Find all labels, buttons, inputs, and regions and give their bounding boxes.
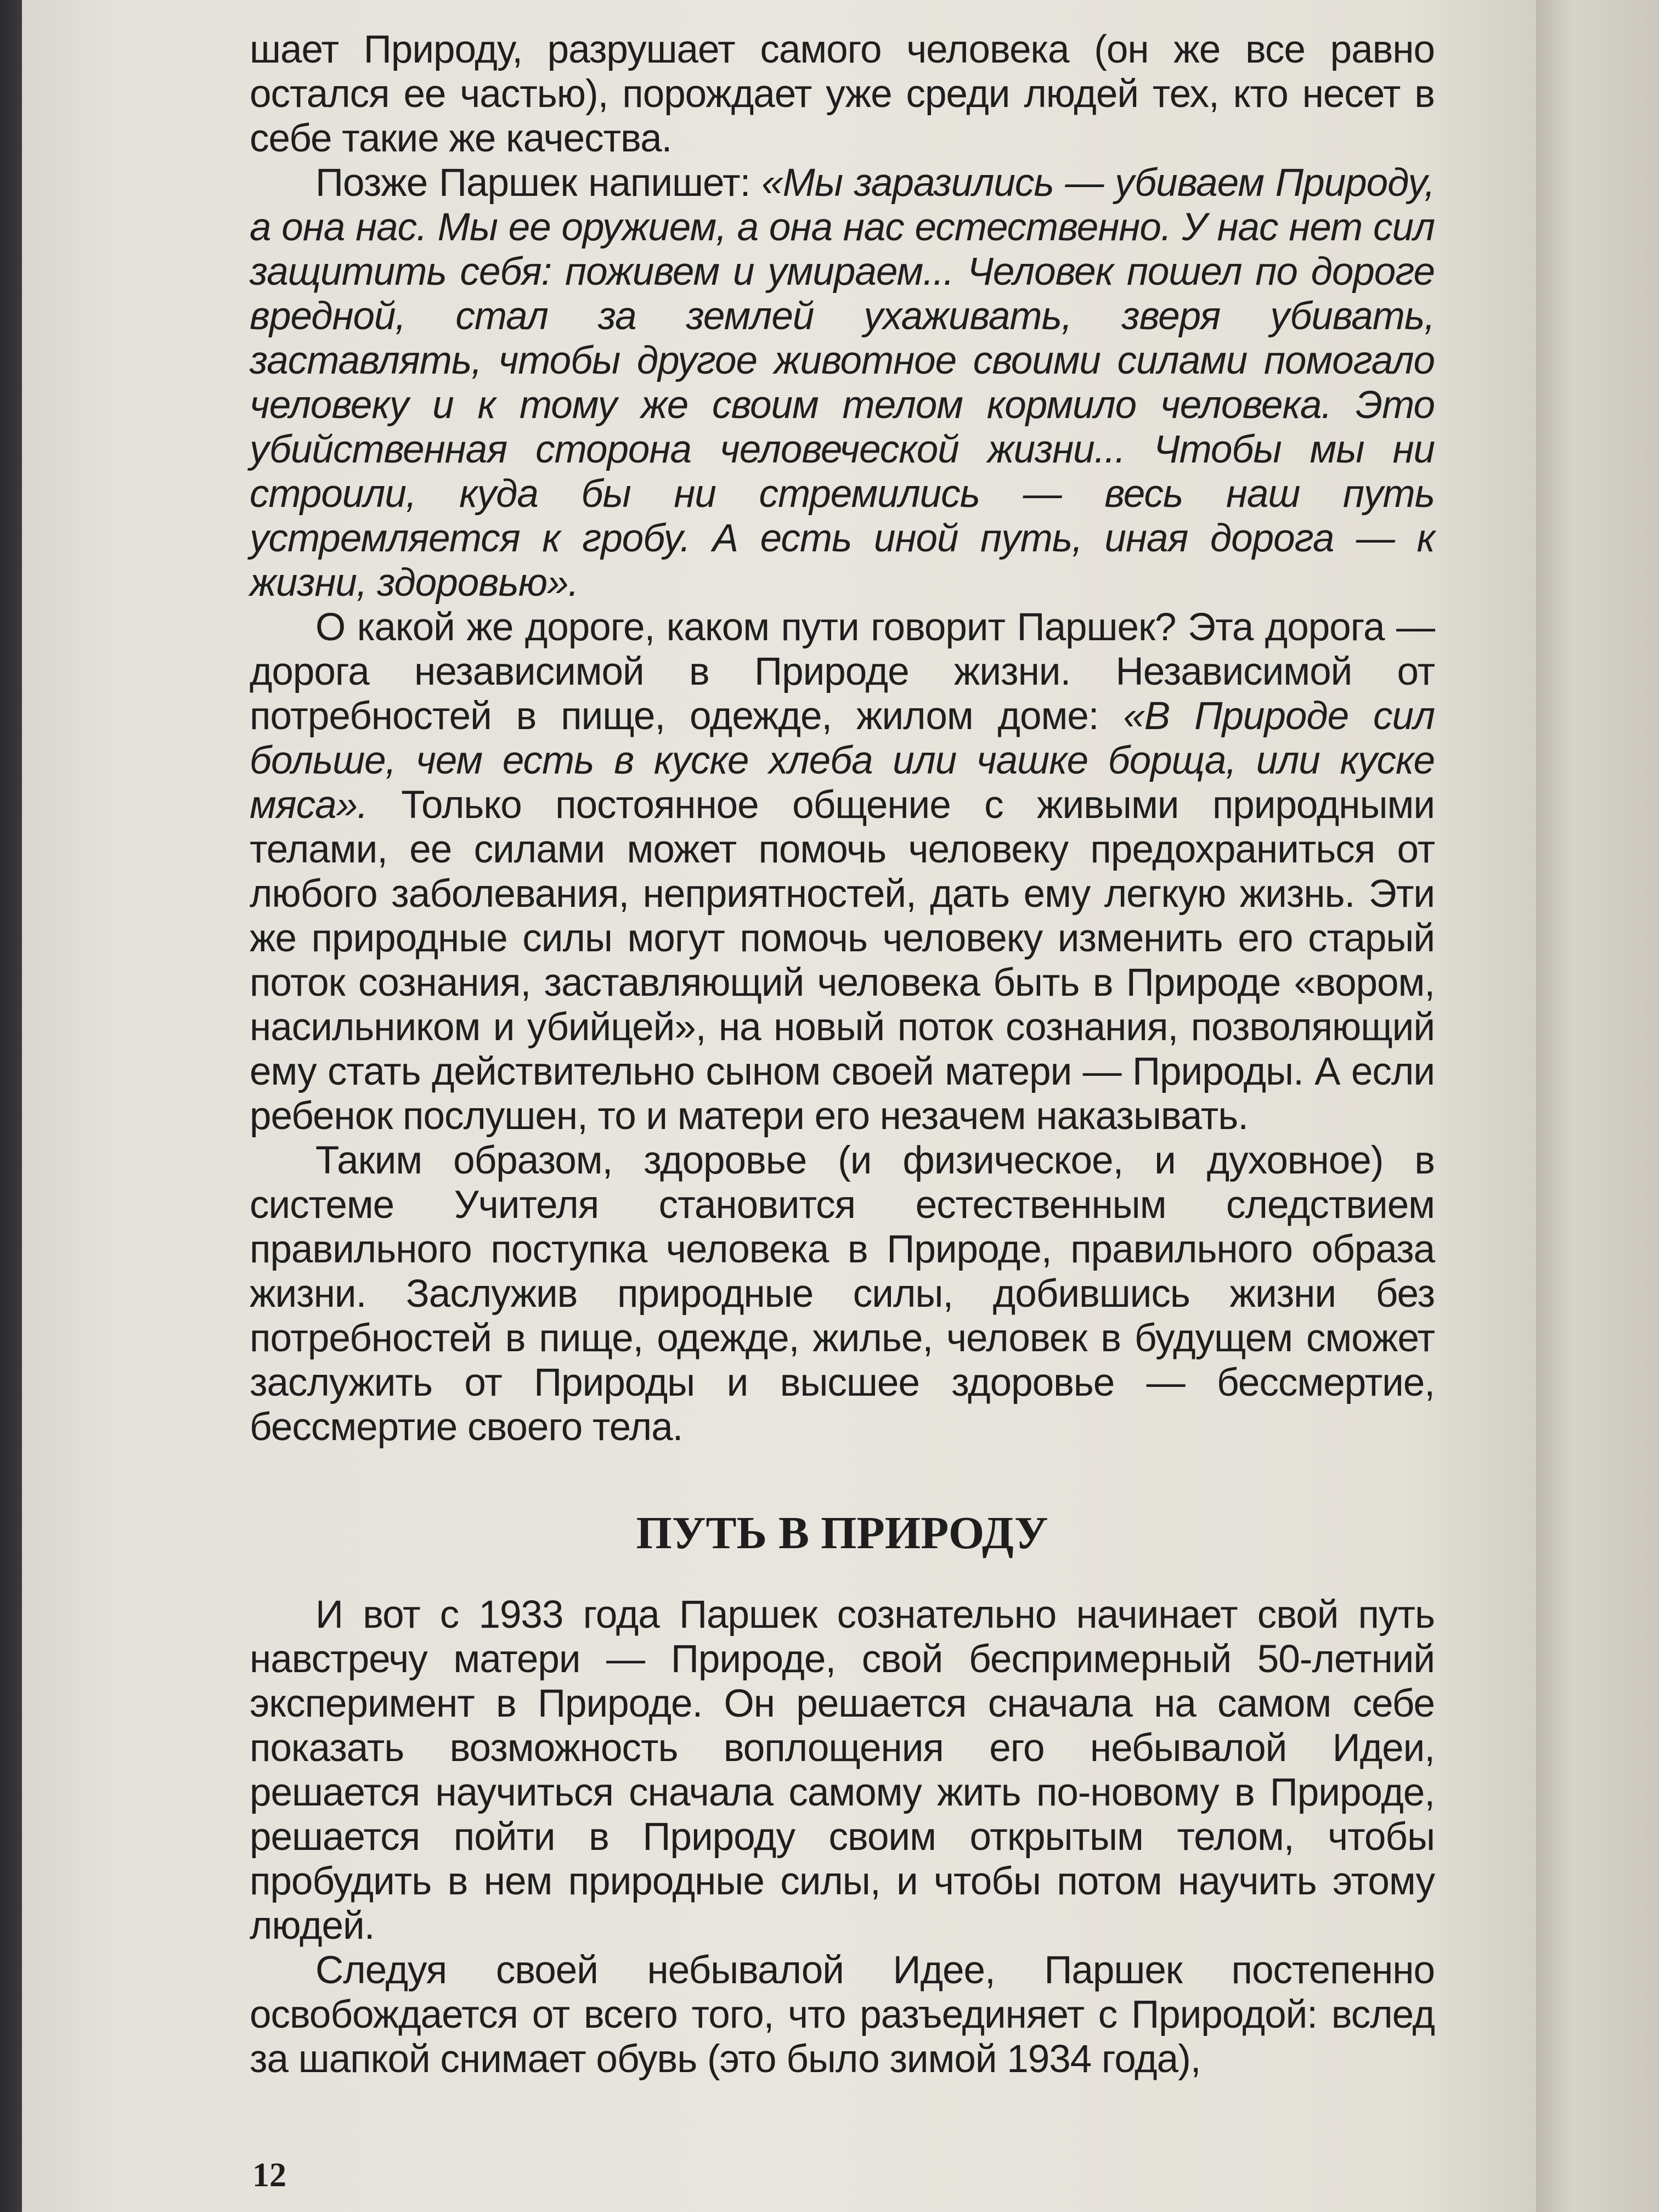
paragraph-1: шает Природу, разрушает самого человека (он же все равно остался ее частью), порождает уже среди людей тех, кто несет в себе такие же качества. [250,28,1435,160]
paragraph-2-quote: «Мы заразились — убиваем Природу, а она нас. Мы ее оружием, а она нас естественно. У нас нет сил защитить себя: поживем и умираем... Человек пошел по дороге вредной, стал за землей ухаживать, зверя убивать, заставлять, чтобы другое животное своими силами помогало человеку и к тому же своим телом кормило человека. Это убийственная сторона человеческой жизни... Чтобы мы ни строили, куда бы ни стремились — весь наш путь устремляется к гробу. А есть иной путь, иная дорога — к жизни, здоровью». [250,161,1435,605]
paragraph-3 [250,605,1435,1138]
page-text-block [250,27,1435,2081]
paragraph-4: Таким образом, здоровье (и физическое, и духовное) в системе Учителя становится естественным следствием правильного поступка человека в Природе, правильного образа жизни. Заслужив природные силы, добившись жизни без потребностей в пище, одежде, жилье, человек в будущем сможет заслужить от Природы и высшее здоровье — бессмертие, бессмертие своего тела. [250,1139,1435,1449]
paragraph-6: Следуя своей небывалой Идее, Паршек постепенно освобождается от всего того, что разъединяет с Природой: вслед за шапкой снимает обувь (это было зимой 1934 года), [250,1949,1435,2081]
paragraph-3-rest: Только постоянное общение с живыми природными телами, ее силами может помочь человеку предохраниться от любого заболевания, неприятностей, дать ему легкую жизнь. Эти же природные силы могут помочь человеку изменить его старый поток сознания, заставляющий человека быть в Природе «вором, насильником и убийцей», на новый поток сознания, позволяющий ему стать действительно сыном своей матери — Природы. А если ребенок послушен, то и матери его незачем наказывать. [250,783,1435,1138]
section-heading: ПУТЬ В ПРИРОДУ [636,1508,1048,1559]
next-page-edge [1536,0,1659,2212]
paragraph-2-lead: Позже Паршек напишет: [315,161,762,205]
paragraph-3-lead: О какой же дороге, каком пути говорит Паршек? Эта дорога — дорога независимой в Природе жизни. Независимой от потребностей в пище, одежде, жилом доме: [250,606,1435,738]
paragraph-2 [250,161,1435,605]
paragraph-3-quote: «В Природе сил больше, чем есть в куске хлеба или чашке борща, или куске мяса». [250,695,1435,827]
paragraph-5: И вот с 1933 года Паршек сознательно начинает свой путь навстречу матери — Природе, свой беспримерный 50-летний эксперимент в Природе. Он решается сначала на самом себе показать возможность воплощения его небывалой Идеи, решается научиться сначала самому жить по-новому в Природе, решается пойти в Природу своим открытым телом, чтобы пробудить в нем природные силы, и чтобы потом научить этому людей. [250,1593,1435,1948]
page-number: 12 [252,2157,286,2194]
